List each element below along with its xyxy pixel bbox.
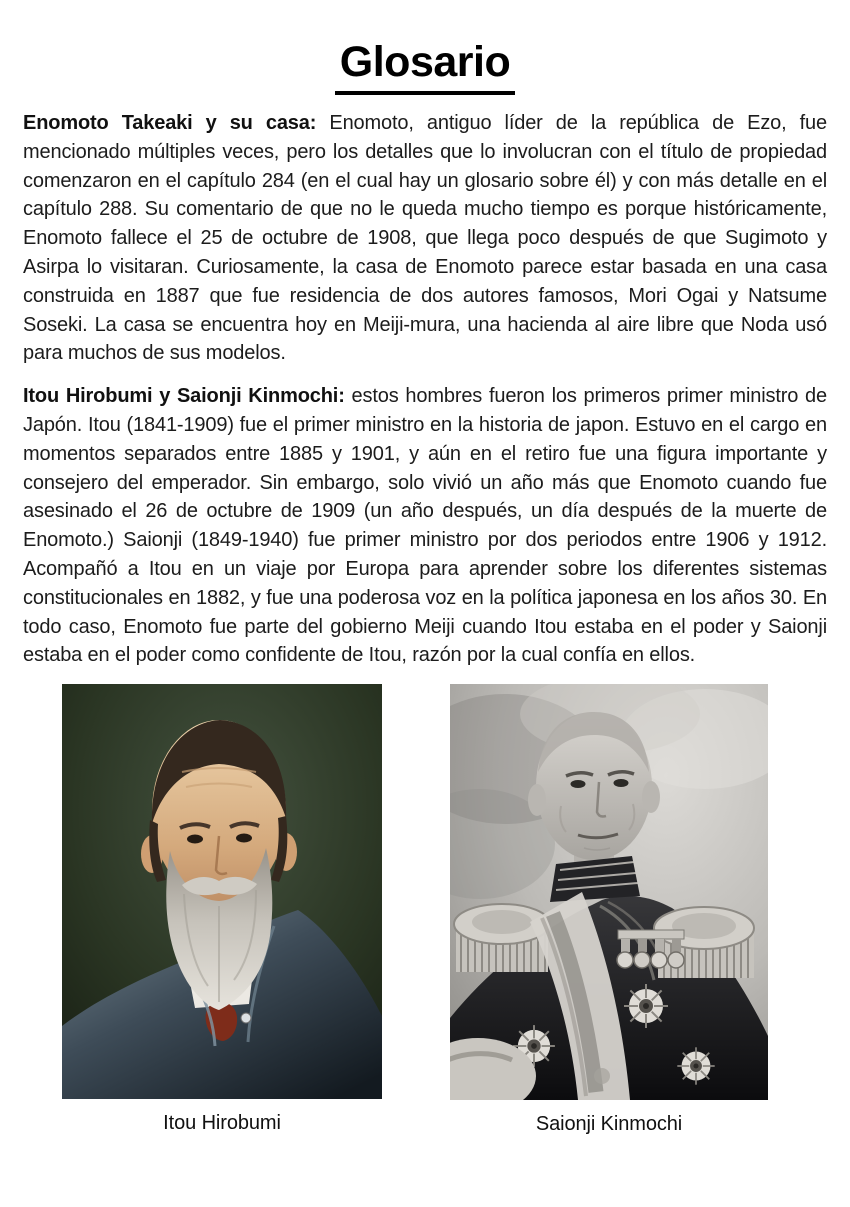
figure-row [62, 684, 850, 1136]
entry-text-itou-saionji: estos hombres fueron los primeros primer ministro de Japón. Itou (1841-1909) fue el primer ministro en la historia de japon. Estuvo en el cargo en momentos separados entre 1885 y 1901, y aún en el retiro fue una figura importante y consejero del emperador. Sin embargo, solo vivió un año más que Enomoto cuando fue asesinado el 26 de octubre de 1909 (un año después, un día después de la muerte de Enomoto.) Saionji (1849-1940) fue primer ministro por dos periodos entre 1906 y 1912. Acompañó a Itou en un viaje por Europa para aprender sobre los diferentes sistemas constitucionales en 1882, y fue una poderosa voz en la política japonesa en los años 30. En todo caso, Enomoto fue parte del gobierno Meiji cuando Itou estaba en el poder y Saionji estaba en el poder como confidente de Itou, razón por la cual confía en ellos. [23, 385, 827, 667]
text-column [23, 109, 827, 670]
page-title: Glosario [335, 41, 515, 95]
entry-text-enomoto: Enomoto, antiguo líder de la república de Ezo, fue mencionado múltiples veces, pero los detalles que lo involucran con el título de propiedad comenzaron en el capítulo 284 (en el cual hay un glosario sobre él) y con más detalle en el capítulo 288. Su comentario de que no le queda mucho tiempo es porque históricamente, Enomoto fallece el 25 de octubre de 1908, que llega poco después de que Sugimoto y Asirpa lo visitaran. Curiosamente, la casa de Enomoto parece estar basada en una casa construida en 1887 que fue residencia de dos autores famosos, Mori Ogai y Natsume Soseki. La casa se encuentra hoy en Meiji-mura, una hacienda al aire libre que Noda usó para muchos de sus modelos. [23, 112, 828, 365]
title-container [0, 0, 850, 95]
figure-itou-hirobumi [62, 684, 382, 1135]
entry-term-enomoto: Enomoto Takeaki y su casa: [23, 112, 317, 134]
caption-saionji-kinmochi: Saionji Kinmochi [535, 1113, 683, 1136]
figure-saionji-kinmochi [450, 684, 768, 1136]
caption-itou-hirobumi: Itou Hirobumi [163, 1112, 281, 1135]
portrait-saionji-kinmochi [450, 684, 768, 1100]
glossary-entry-itou-saionji [23, 382, 827, 670]
entry-term-itou-saionji: Itou Hirobumi y Saionji Kinmochi: [23, 385, 345, 408]
portrait-itou-hirobumi [62, 684, 382, 1099]
glossary-entry-enomoto [23, 109, 827, 368]
